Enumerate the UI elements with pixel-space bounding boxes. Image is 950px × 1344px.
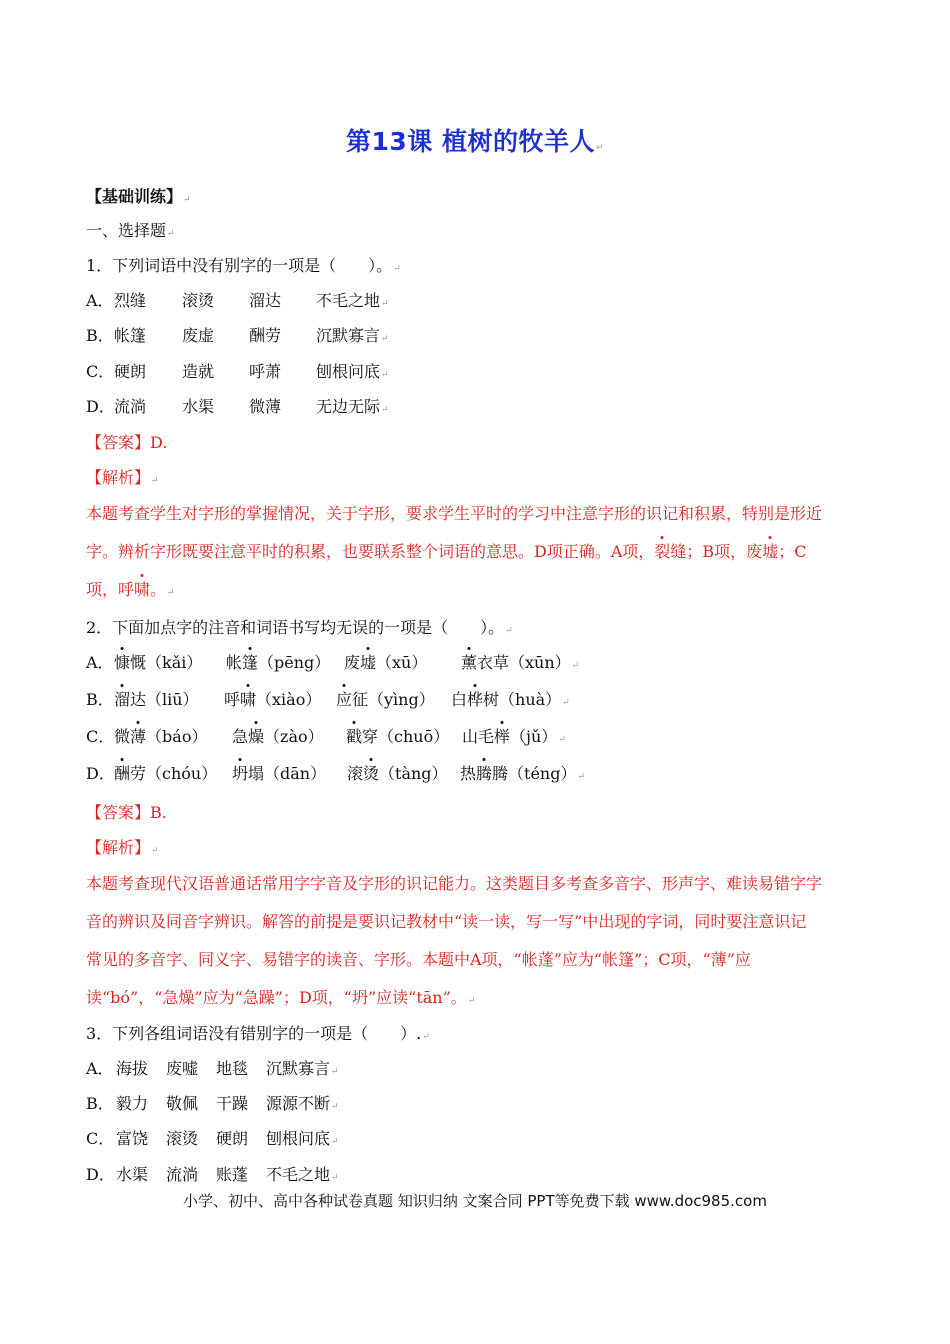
page-footer: 小学、初中、高中各种试卷真题 知识归纳 文案合同 PPT等免费下载 www.doc985.com <box>183 1192 767 1210</box>
q2-analysis-line-1: 本题考查现代汉语普通话常用字字音及字形的识记能力。这类题目多考查多音字、形声字、难读易错字字 <box>86 874 823 893</box>
q2-stem: 2．下面加点字的注音和词语书写均无误的一项是（ ）。↵ <box>86 618 513 637</box>
option-label: B． <box>86 326 114 345</box>
option-item: 酬劳（chóu） <box>114 764 218 783</box>
option-word: 微薄 <box>249 397 282 416</box>
option-item: 微薄（báo） <box>114 727 208 746</box>
option-word: 滚烫 <box>166 1129 199 1148</box>
option-label: D． <box>86 397 115 416</box>
option-label: C． <box>86 362 115 381</box>
option-word: 无边无际↵ <box>316 397 389 416</box>
option-label: C． <box>86 727 115 746</box>
option-item: 薰衣草（xūn）↵ <box>461 653 580 672</box>
option-label: D． <box>86 764 115 783</box>
q2-analysis-line-3: 常见的多音字、同义字、易错字的读音、字形。本题中A项，“帐蓬”应为“帐篷”；C项，“薄”应 <box>86 950 751 969</box>
option-word: 溜达 <box>249 291 282 310</box>
option-item: 呼啸（xiào） <box>224 690 322 709</box>
option-label: A． <box>86 1059 114 1078</box>
option-item: 坍塌（dān） <box>232 764 327 783</box>
section-header: 【基础训练】↵ <box>86 187 191 206</box>
option-item: 应征（yìng） <box>336 690 435 709</box>
q1-stem: 1．下列词语中没有别字的一项是（ ）。↵ <box>86 256 401 275</box>
option-item: 滚烫（tàng） <box>347 764 448 783</box>
option-word: 敬佩 <box>166 1094 199 1113</box>
option-item: 热腾腾（téng）↵ <box>460 764 586 783</box>
option-label: D． <box>86 1165 115 1184</box>
q1-analysis-line-1: 本题考查学生对字形的掌握情况，关于字形，要求学生平时的学习中注意字形的识记和积累，特别是形近 <box>86 504 823 523</box>
option-label: C． <box>86 1129 115 1148</box>
option-word: 富饶 <box>116 1129 149 1148</box>
option-item: 慷慨（kǎi） <box>114 653 203 672</box>
option-word: 账蓬 <box>216 1165 249 1184</box>
option-word: 不毛之地↵ <box>316 291 389 310</box>
option-word: 源源不断↵ <box>266 1094 339 1113</box>
option-word: 刨根问底↵ <box>266 1129 339 1148</box>
option-word: 水渠 <box>116 1165 149 1184</box>
option-word: 刨根问底↵ <box>316 362 389 381</box>
q1-analysis-line-2: 字。辨析字形既要注意平时的积累，也要联系整个词语的意思。D项正确。A项，裂缝；B项，废墟；C <box>86 542 807 561</box>
option-word: 海拔 <box>116 1059 149 1078</box>
option-item: 急燥（zào） <box>232 727 324 746</box>
option-word: 沉默寡言↵ <box>266 1059 339 1078</box>
option-word: 帐篷 <box>114 326 147 345</box>
option-word: 呼萧 <box>249 362 282 381</box>
q2-analysis-line-2: 音的辨识及同音字辨识。解答的前提是要识记教材中“读一读，写一写”中出现的字词，同时要注意识记 <box>86 912 807 931</box>
option-item: 溜达（liū） <box>114 690 199 709</box>
q2-analysis-label: 【解析】↵ <box>86 838 159 857</box>
option-word: 地毯 <box>216 1059 249 1078</box>
option-word: 废虚 <box>182 326 215 345</box>
q3-stem: 3．下列各组词语没有错别字的一项是（ ）.↵ <box>86 1024 430 1043</box>
page-title: 第13课 植树的牧羊人↵ <box>345 127 605 156</box>
option-word: 硬朗 <box>216 1129 249 1148</box>
option-item: 白桦树（huà）↵ <box>451 690 570 709</box>
option-item: 废墟（xū） <box>344 653 428 672</box>
option-word: 干躁 <box>216 1094 249 1113</box>
option-label: B． <box>86 1094 114 1113</box>
option-word: 酬劳 <box>249 326 282 345</box>
option-label: A． <box>86 291 114 310</box>
q1-analysis-line-3: 项，呼啸。↵ <box>86 580 175 599</box>
q1-analysis-label: 【解析】↵ <box>86 468 159 487</box>
option-word: 硬朗 <box>114 362 147 381</box>
option-word: 不毛之地↵ <box>266 1165 339 1184</box>
option-word: 造就 <box>182 362 215 381</box>
emphasis-char: 墟 <box>762 542 779 561</box>
q1-answer: 【答案】D. <box>86 433 168 452</box>
emphasis-char: 啸 <box>134 580 151 599</box>
option-word: 流淌 <box>114 397 147 416</box>
q2-answer: 【答案】B. <box>86 803 167 822</box>
option-word: 流淌 <box>166 1165 199 1184</box>
option-word: 毅力 <box>116 1094 149 1113</box>
option-word: 废嘘 <box>166 1059 199 1078</box>
option-label: B． <box>86 690 114 709</box>
option-label: A． <box>86 653 114 672</box>
option-word: 滚烫 <box>182 291 215 310</box>
emphasis-char: 裂 <box>654 542 671 561</box>
option-item: 山毛榉（jǔ）↵ <box>462 727 566 746</box>
option-word: 烈缝 <box>114 291 147 310</box>
option-word: 水渠 <box>182 397 215 416</box>
question-type-heading: 一、选择题↵ <box>86 221 175 240</box>
q2-analysis-line-4: 读“bó”，“急燥”应为“急躁”；D项，“坍”应读“tān”。↵ <box>86 988 476 1007</box>
option-item: 戳穿（chuō） <box>346 727 450 746</box>
option-item: 帐篷（pēng） <box>226 653 331 672</box>
option-word: 沉默寡言↵ <box>316 326 389 345</box>
